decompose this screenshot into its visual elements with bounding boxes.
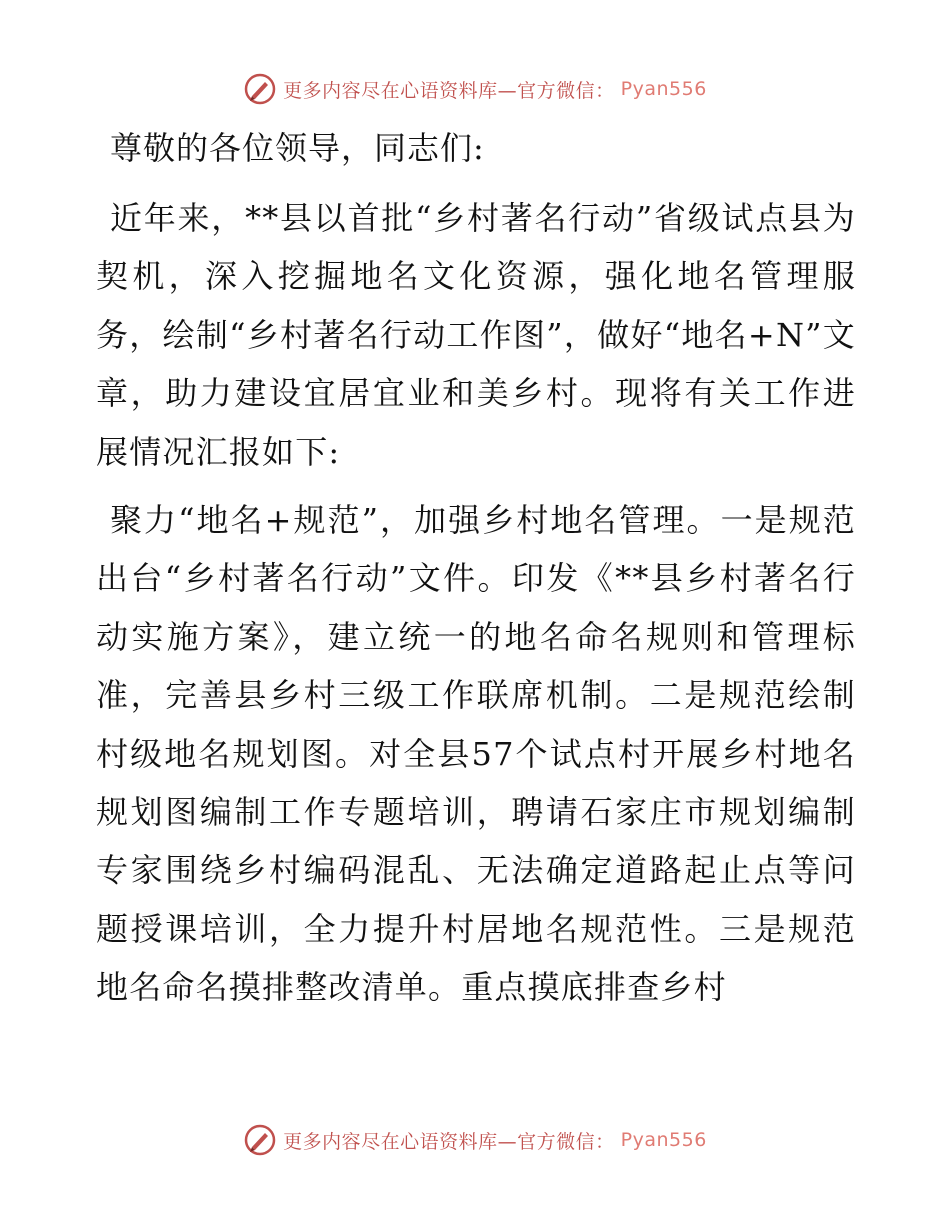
paragraph: 近年来，**县以首批“乡村著名行动”省级试点县为契机，深入挖掘地名文化资源，强化地名管理服务，绘制“乡村著名行动工作图”，做好“地名+N”文章，助力建设宜居宜业和美乡村。现将有关工作进展情况汇报如下: — [96, 199, 856, 471]
footer-watermark — [0, 1123, 950, 1157]
watermark-wechat-id: Pyan556 — [620, 78, 707, 100]
pen-logo-icon — [243, 1123, 277, 1157]
header-watermark — [0, 72, 950, 106]
watermark-text: 更多内容尽在心语资料库—官方微信： — [283, 1130, 615, 1153]
watermark-wechat-id: Pyan556 — [620, 1129, 707, 1151]
pen-logo-icon — [243, 72, 277, 106]
paragraph: 聚力“地名+规范”，加强乡村地名管理。一是规范出台“乡村著名行动”文件。印发《**县乡村著名行动实施方案》，建立统一的地名命名规则和管理标准，完善县乡村三级工作联席机制。二是规范绘制村级地名规划图。对全县57个试点村开展乡村地名规划图编制工作专题培训，聘请石家庄市规划编制专家围绕乡村编码混乱、无法确定道路起止点等问题授课培训，全力提升村居地名规范性。三是规范地名命名摸排整改清单。重点摸底排查乡村 — [96, 501, 856, 1007]
document-body — [96, 120, 856, 1027]
watermark-text: 更多内容尽在心语资料库—官方微信： — [283, 79, 615, 102]
salutation: 尊敬的各位领导，同志们: — [110, 129, 485, 167]
